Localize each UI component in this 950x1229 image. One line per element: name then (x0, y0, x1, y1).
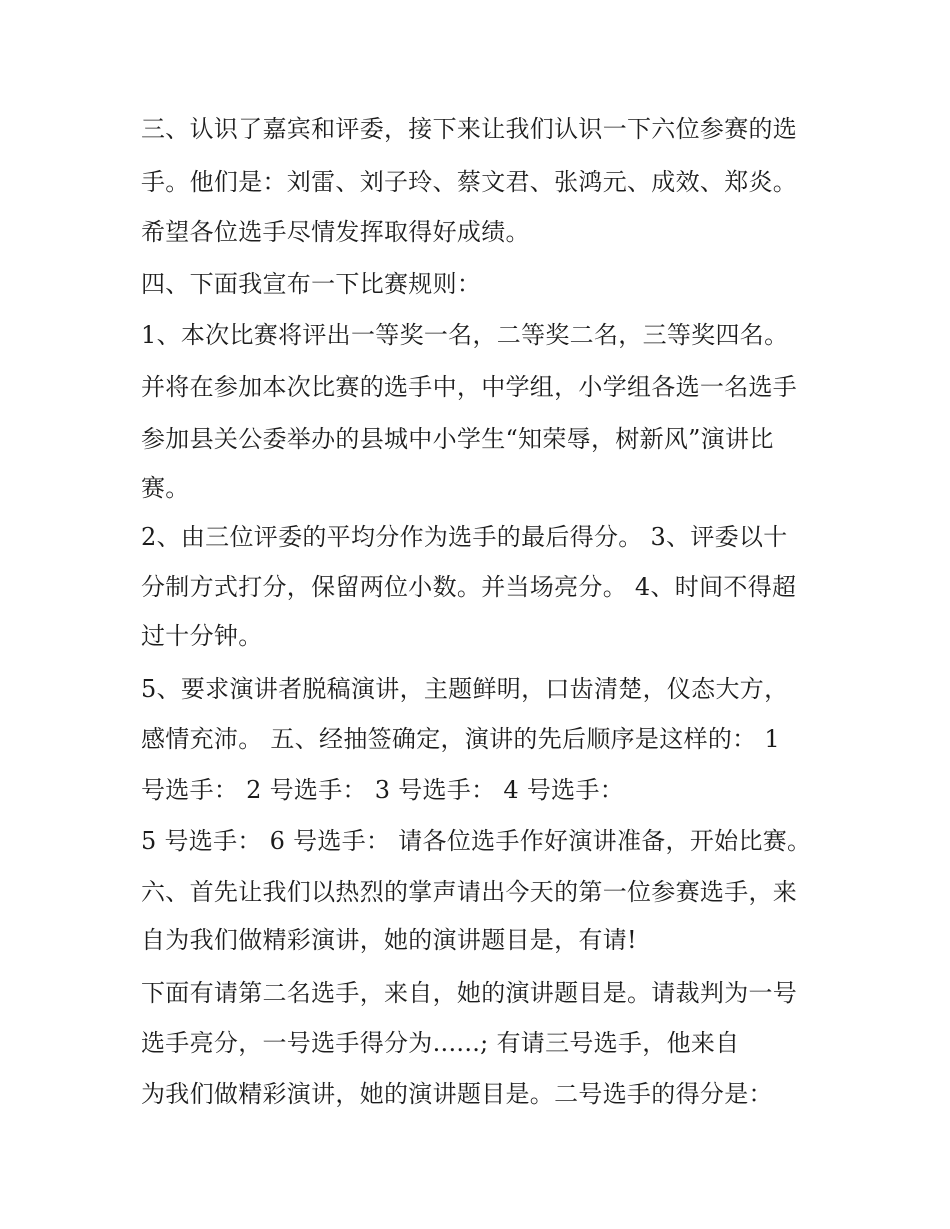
text-line: 自为我们做精彩演讲，她的演讲题目是，有请! (141, 926, 637, 954)
text-line: 参加县关公委举办的县城中小学生“知荣辱，树新风”演讲比 (141, 425, 774, 453)
text-line: 分制方式打分，保留两位小数。并当场亮分。 4、时间不得超 (141, 573, 797, 601)
text-line: 为我们做精彩演讲，她的演讲题目是。二号选手的得分是： (141, 1080, 773, 1108)
text-line: 四、下面我宣布一下比赛规则： (141, 270, 482, 298)
text-line: 三、认识了嘉宾和评委，接下来让我们认识一下六位参赛的选 (141, 115, 798, 143)
text-line: 并将在参加本次比赛的选手中，中学组，小学组各选一名选手 (141, 373, 798, 401)
text-line: 5、要求演讲者脱稿演讲，主题鲜明，口齿清楚，仪态大方， (141, 675, 789, 703)
text-line: 希望各位选手尽情发挥取得好成绩。 (141, 218, 530, 246)
text-line: 下面有请第二名选手，来自，她的演讲题目是。请裁判为一号 (141, 979, 798, 1007)
text-line: 选手亮分，一号选手得分为......; 有请三号选手，他来自 (141, 1029, 740, 1057)
text-line: 赛。 (141, 474, 190, 502)
text-line: 2、由三位评委的平均分作为选手的最后得分。 3、评委以十 (141, 523, 788, 551)
text-line: 1、本次比赛将评出一等奖一名，二等奖二名，三等奖四名。 (141, 321, 789, 349)
text-line: 六、首先让我们以热烈的掌声请出今天的第一位参赛选手，来 (141, 878, 798, 906)
text-line: 手。他们是：刘雷、刘子玲、蔡文君、张鸿元、成效、郑炎。 (141, 168, 798, 196)
text-line: 过十分钟。 (141, 622, 263, 650)
text-line: 号选手： 2 号选手： 3 号选手： 4 号选手： (141, 776, 625, 804)
text-line: 感情充沛。 五、经抽签确定，演讲的先后顺序是这样的： 1 (141, 725, 780, 753)
text-line: 5 号选手： 6 号选手： 请各位选手作好演讲准备，开始比赛。 (141, 827, 812, 855)
